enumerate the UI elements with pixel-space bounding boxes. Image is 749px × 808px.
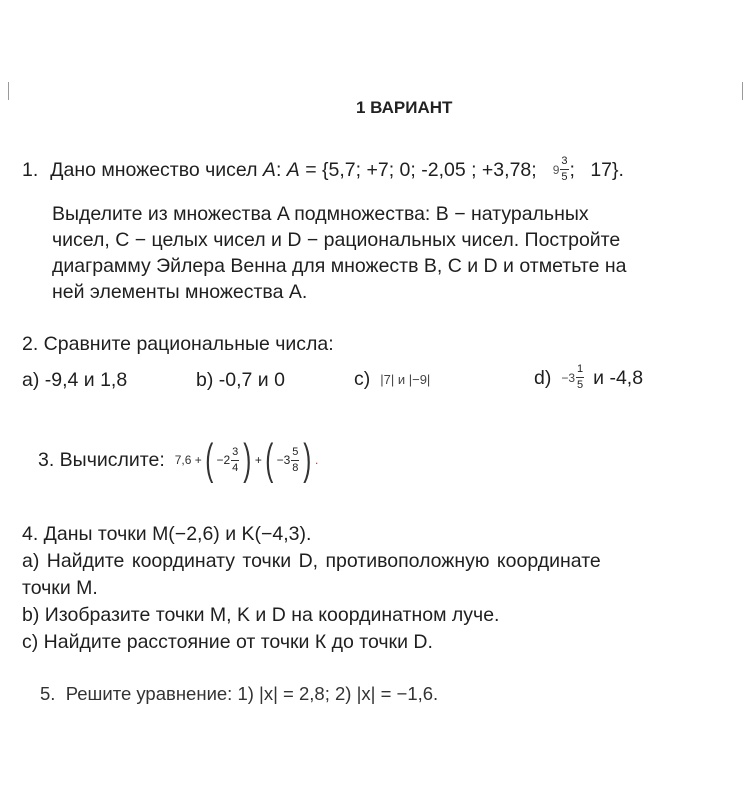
- task1-line1: [22, 156, 624, 183]
- page-title: 1 ВАРИАНТ: [356, 98, 453, 117]
- task3-f2-den: 8: [292, 461, 299, 474]
- task1-number: 1.: [22, 158, 39, 181]
- set-end: ; 17}.: [569, 158, 624, 181]
- task2-header: 2. Сравните рациональные числа:: [22, 333, 334, 355]
- task4-line5: c) Найдите расстояние от точки К до точки D.: [22, 631, 433, 653]
- mixed-whole: 9: [552, 162, 560, 177]
- set-name: A: [262, 158, 276, 181]
- task3-f2-num: 5: [291, 447, 299, 461]
- task3-start: 7,6 +: [174, 453, 202, 467]
- task3-end: .: [315, 453, 319, 467]
- mixed-fraction: [560, 156, 568, 183]
- left-paren-1: (: [205, 435, 214, 484]
- right-paren-1: ): [243, 435, 252, 484]
- task3-label: 3. Вычислите:: [38, 449, 165, 471]
- task2-d-whole: −3: [561, 370, 576, 385]
- task3-f2-fraction: [291, 447, 299, 474]
- task2-b: b) -0,7 и 0: [196, 369, 285, 391]
- right-paren-2: ): [303, 435, 312, 484]
- task2-c-label: c): [354, 368, 371, 390]
- task3: [38, 435, 319, 484]
- task3-f1-den: 4: [232, 461, 239, 474]
- task2-d-num: 1: [576, 364, 584, 378]
- task1-line4: диаграмму Эйлера Венна для множеств B, C и D и отметьте на: [52, 255, 627, 277]
- colon: :: [275, 158, 287, 181]
- task3-f1-fraction: [231, 447, 239, 474]
- task4-line3: точки M.: [22, 577, 98, 599]
- task2-d-den: 5: [577, 379, 584, 391]
- task2-d: [534, 364, 643, 391]
- task3-group-1: [202, 435, 255, 484]
- task3-group-2: [262, 435, 315, 484]
- right-edge-mark: [742, 82, 743, 100]
- mixed-den: 5: [561, 171, 568, 183]
- task2-c: [354, 367, 430, 391]
- task3-f1-whole: −2: [216, 453, 231, 467]
- task4-line4: b) Изобразите точки M, K и D на координатном луче.: [22, 604, 500, 626]
- mixed-num: 3: [560, 156, 568, 170]
- task3-f2-whole: −3: [276, 453, 291, 467]
- task5: 5. Решите уравнение: 1) |x| = 2,8; 2) |x| = −1,6.: [40, 683, 439, 704]
- task4-line2: a) Найдите координату точки D, противоположную координате: [22, 550, 601, 572]
- left-paren-2: (: [265, 435, 274, 484]
- task1-line3: чисел, C − целых чисел и D − рациональных чисел. Постройте: [52, 229, 621, 251]
- set-list: = {5,7; +7; 0; -2,05 ; +3,78;: [299, 158, 537, 181]
- task1-line5: ней элементы множества A.: [52, 281, 308, 303]
- left-edge-mark: [8, 82, 9, 100]
- task2-d-fraction: [576, 364, 584, 391]
- task3-plus: +: [254, 453, 262, 467]
- set-name-2: A: [286, 158, 300, 181]
- task2-d-tail: и -4,8: [593, 366, 644, 389]
- task1-line2: Выделите из множества A подмножества: B − натуральных: [52, 203, 589, 225]
- task2-d-label: d): [534, 366, 552, 389]
- task4-line1: 4. Даны точки M(−2,6) и K(−4,3).: [22, 523, 312, 545]
- task1-prefix: Дано множество чисел: [50, 158, 263, 181]
- task3-f1-num: 3: [231, 447, 239, 461]
- task2-a: a) -9,4 и 1,8: [22, 369, 128, 391]
- task2-c-expr: |7| и |−9|: [380, 371, 431, 387]
